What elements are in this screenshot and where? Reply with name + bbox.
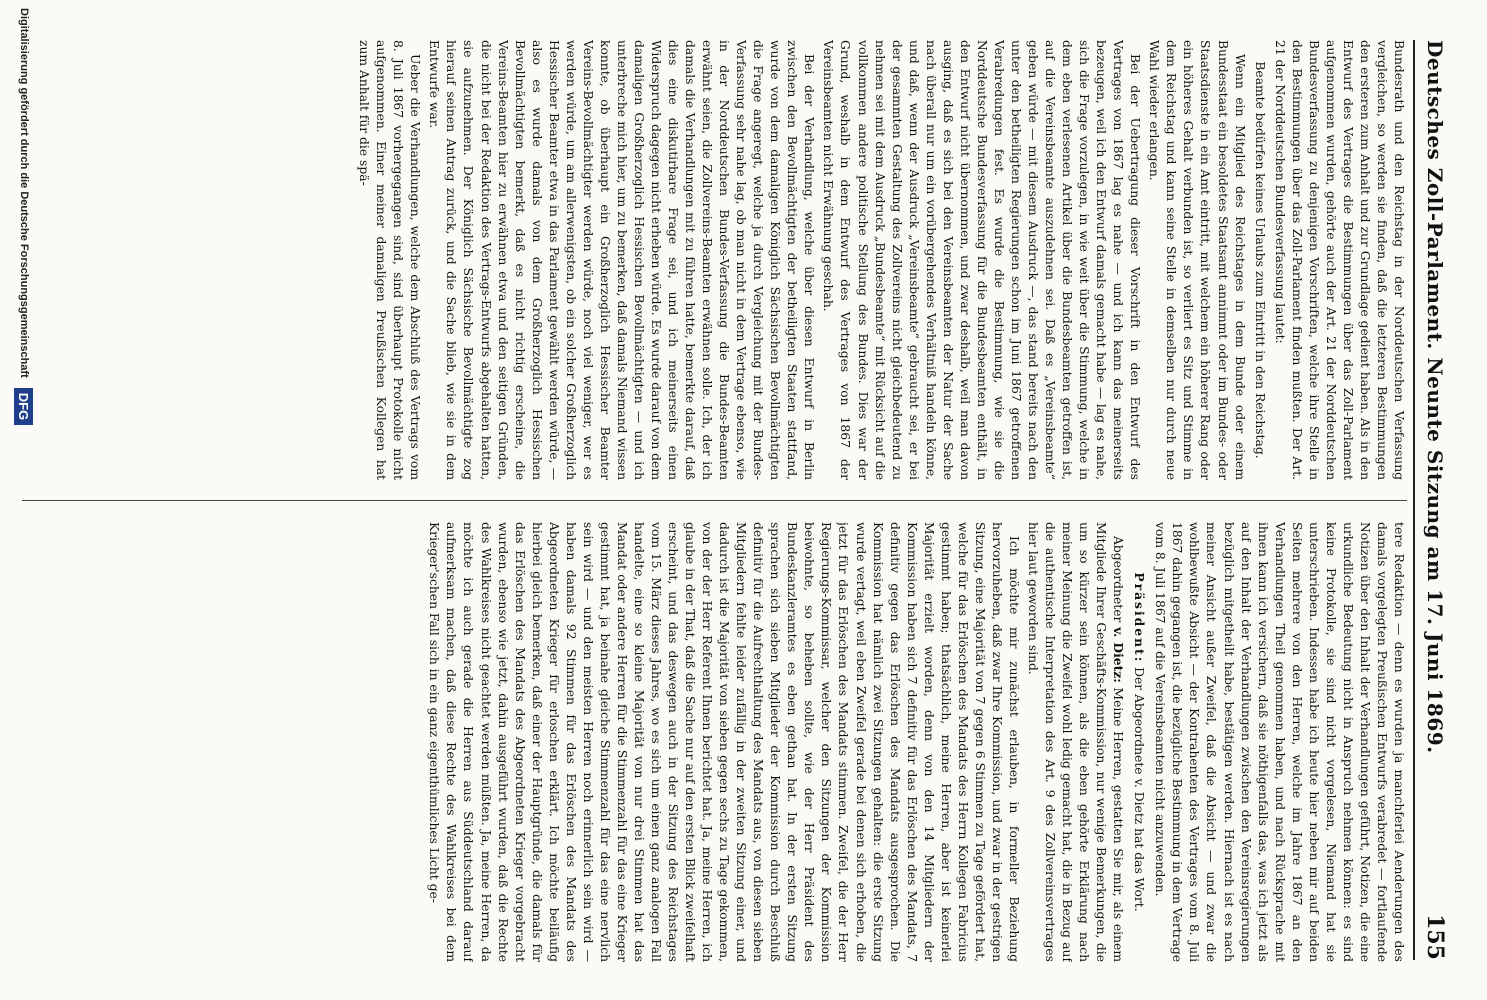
left-paragraph-5: Ueber die Verhandlungen, welche dem Abschluß des Vertrags vom 8. Juli 1867 vorhergegangen sind, sind überhaupt Protokolle nicht aufgenommen. Einer meiner damaligen Preußischen Kollegen hat zum Anhalt für die spä- [357,40,423,480]
page-number: 155 [1422,914,1448,960]
speaker-president: Präsident: [1132,572,1148,664]
left-paragraph-3: Bei der Uebertragung dieser Vorschrift in den Entwurf des Vertrages von 1867 lag es nahe — und ich kann das meinerseits bezeugen, weil ich den Entwurf damals gemacht habe — lag es nahe, sich die Frage vorzulegen, in wie weit über die Stimmung, welche in dem eben verlesenen Artikel über die Bundesbeamten getroffen ist, auf die Vereinsbeamte auszudehnen sei. Daß es „Vereinsbeamte“ geben würde — mit diesem Ausdruck —, das stand bereits nach den unter den betheiligten Regierungen schon im Juni 1867 getroffenen Verabredungen fest. Es wurde die Bestimmung, wie sie die Norddeutsche Bundesverfassung für die Bundesbeamten enthält, in den Entwurf nicht übernommen, und zwar deshalb, weil man davon ausging, daß es sich bei den Vereinsbeamten der Natur der Sache nach überall nur um ein vorübergehendes Verhältniß handeln könne, und daß, wenn der Ausdruck „Vereinsbeamte“ gebraucht sei, er bei der gesammten Gestaltung des Zollvereins nicht gleichbedeutend zu nehmen sei mit dem Ausdruck „Bundesbeamte“ mit Rücksicht auf die vollkommen andere politische Stellung des Bundes. Dies war der Grund, weshalb in dem Entwurf des Vertrages von 1867 der Vereinsbeamten nicht Erwähnung geschah. [821,40,1143,480]
speaker-dietz: v. Dietz: [1111,627,1127,683]
digitization-footer [9,8,39,993]
digitization-note: Digitalisierung gefördert durch die Deutsche Forschungsgemeinschaft [18,8,30,378]
header-rule [1413,40,1415,960]
running-title: Deutsches Zoll-Parlament. Neunte Sitzung am 17. Juni 1869. [1423,40,1447,754]
dietz-paragraph-1 [1024,522,1127,962]
right-paragraph-1: tere Redaktion — denn es wurden ja manchferlei Aenderungen des damals vorgelegten Preußischen Entwurfs verabredet — fortlaufende Notizen über den Inhalt der Verhandlungen geführt, Notizen, die eine urkundliche Bedeutung nicht in Anspruch nehmen können: es sind keine Protokolle, sie sind nicht vorgelesen, Niemand hat sie unterschrieben. Indessen habe ich heute hier neben mir auf beiden Seiten mehrere von den Herren, welche im Jahre 1867 an den Verhandlungen Theil genommen haben, und nach Rücksprache mit ihnen kann ich versichern, daß sie nöthigenfalls das, was ich jetzt als auf den Inhalt der Verhandlungen zwischen den Vereinsregierungen bezüglich mitgetheilt habe, bestätigen werden. Hiernach ist es nach meiner Ansicht außer Zweifel, daß die Absicht — und zwar die wohlbewußte Absicht — der Kontrahenten des Vertrages vom 8. Juli 1867 dahin gegangen ist, die bezügliche Bestimmung in dem Vertrage vom 8. Juli 1867 auf die Vereinsbeamten nicht anzuwenden. [1153,522,1406,962]
left-paragraph-4: Bei der Verhandlung, welche über diesen Entwurf in Berlin zwischen den Bevollmächtigten der betheiligten Staaten stattfand, wurde von dem damaligen Königlich Sächsischen Bevollmächtigten die Frage angeregt, welche ja durch Vergleichung mit der Bundes-Verfassung sehr nahe lag, ob man nicht in dem Vertrage ebenso, wie in der Norddeutschen Bundes-Verfassung die Bundes-Beamten erwähnt seien, die Zollvereins-Beamten erwähnen solle. Ich, der ich damals die Verhandlungen mit zu führen hatte, bemerkte darauf, daß dies eine diskutirbare Frage sei, und ich meinerseits einen Widerspruch dagegen nicht erheben würde. Es wurde darauf von dem damaligen Großherzoglich Hessischen Bevollmächtigten — und ich unterbreche mich hier, um zu bemerken, daß damals Niemand wissen konnte, ob überhaupt ein Großherzoglich Hessischer Beamter Vereins-Bevollmächtigter werden würde, noch viel weniger, wer es werden würde, um am allerwenigsten, ob ein solcher Großherzoglich Hessischer Beamter etwa in das Parlament gewählt werden würde, — also es wurde damals von dem Großherzoglich Hessischen Bevollmächtigten bemerkt, daß es nicht richtig erscheine, die Vereins-Beamten hier zu erwähnen etwa und den seitigen Gründen, die nicht bei der Redaktion des Vertrags-Entwurfs abgehalten hatten, sie aufzunehmen. Der Königlich Sächsische Bevollmächtigte zog hierauf seinen Antrag zurück, und die Sache blieb, wie sie in dem Entwurfe war. [427,40,817,480]
left-column [22,40,1407,480]
column-divider [22,500,1407,501]
speaker-intro: Abgeordneter [1111,536,1126,623]
left-paragraph-2: Wenn ein Mitglied des Reichstages in dem Bunde oder einem Bundesstaat ein besoldetes Staatsamt annimmt oder im Bundes- oder Staatsdienste in ein Amt eintritt, mit welchem ein höherer Rang oder ein höheres Gehalt verbunden ist, so verliert es Sitz und Stimme in dem Reichstag und kann seine Stelle in demselben nur durch neue Wahl wieder erlangen. [1147,40,1247,480]
dietz-text-1: Meine Herren, gestatten Sie mir, als einem Mitgliede Ihrer Geschäfts-Kommission, nur wenige Bemerkungen, die um so kürzer sein können, als die eben gehörte Erklärung nach meiner Meinung die Zweifel wohl ledig gemacht hat, die in Bezug auf die authentische Interpretation des Art. 9 des Zollvereinsvertrages hier laut geworden sind. [1026,522,1126,962]
left-paragraph-1: Bundesrath und den Reichstag in der Norddeutschen Verfassung vergleichen, so werden sie finden, daß die letzteren Bestimmungen den ersteren zum Anhalt und zur Grundlage gedient haben. Als in den Entwurf des Vertrages die Bestimmungen über das Zoll-Parlament aufgenommen wurden, gehörte auch der Art. 21 der Norddeutschen Bundesverfassung zu denjenigen Vorschriften, welche ihre Stelle in den Bestimmungen über das Zoll-Parlament finden mußten. Der Art. 21 der Norddeutschen Bundesverfassung lautet: [1272,40,1406,480]
president-statement [1130,522,1148,962]
dfg-logo: DFG [15,388,34,425]
dietz-paragraph-2: Ich möchte mir zunächst erlauben, in formeller Beziehung hervorzuheben, daß zwar Ihre Kommission, und zwar in der gestrigen Sitzung, eine Majorität von 7 gegen 6 Stimmen zu Tage gefördert hat, welche für das Erlöschen des Mandats des Herrn Kollegen Fabricius gestimmt haben; thatsächlich, meine Herren, aber ist keinerlei Majorität erzielt worden, denn von den 14 Mitgliedern der Kommission haben sich 7 definitiv für das Erlöschen des Mandats, 7 definitiv gegen das Erlöschen des Mandats ausgesprochen. Die Kommission hat nämlich zwei Sitzungen gehalten: die erste Sitzung wurde vertagt, weil eben Zweifel gerade bei denen sich erhoben, die jetzt für das Erlöschen des Mandats stimmen. Zweifel, die der Herr Regierungs-Kommissar, welcher den Sitzungen der Kommission beiwohnte, so beheben sollte, wie der Herr Präsident des Bundeskanzleramtes es eben gethan hat. In der ersten Sitzung sprachen sich sieben Mitglieder der Kommission durch Beschluß definitiv für die Aufrechthaltung des Mandats aus, von diesen sieben Mitgliedern fehlte leider zufällig in der zweiten Sitzung einer, und dadurch ist die Majorität von sieben gegen sechs zu Tage gekommen, von der der Herr Referent Ihnen berichtet hat. Ja, meine Herren, ich glaube in der That, daß die Sache nur auf den ersten Blick zweifelhaft erscheint, und das deswegen auch in der Sitzung des Reichstages vom 15. März dieses Jahres, wo es sich um einen ganz analogen Fall handelte, eine so kleine Majorität von nur drei Stimmen hat das Mandat oder andere Herren für die Stimmenzahl für das eine Krieger gestimmt hat, ja beinahe gleiche Stimmenzahl für das eine nervlich sein wird — und den meisten Herren noch erinnerlich sein wird — haben damals 92 Stimmen für das Erlöschen des Mandats des Abgeordneten Krieger für erloschen erklärt. Ich möchte beiläufig hierbei gleich bemerken, daß einer der Hauptgründe, die damals für das Erlöschen des Mandats des Abgeordneten Krieger vorgebracht wurden, ebenso wie jetzt, dahin ausgeführt wurden, daß die Rechte des Wahlkreises nicht geachtet werden müßten. Ja, meine Herren, da möchte ich auch gerade die Herren aus Süddeutschland darauf aufmerksam machen, daß diese Rechte des Wahlkreises bei dem Krieger'schen Fall sich in ein ganz eigenthümliches Licht ge- [427,522,1021,962]
right-column [22,522,1407,962]
page-header [1417,40,1453,960]
quoted-article-line: Beamte bedürfen keines Urlaubs zum Eintritt in den Reichstag. [1252,61,1267,459]
president-text: Der Abgeordnete v. Dietz hat das Wort. [1132,667,1147,912]
